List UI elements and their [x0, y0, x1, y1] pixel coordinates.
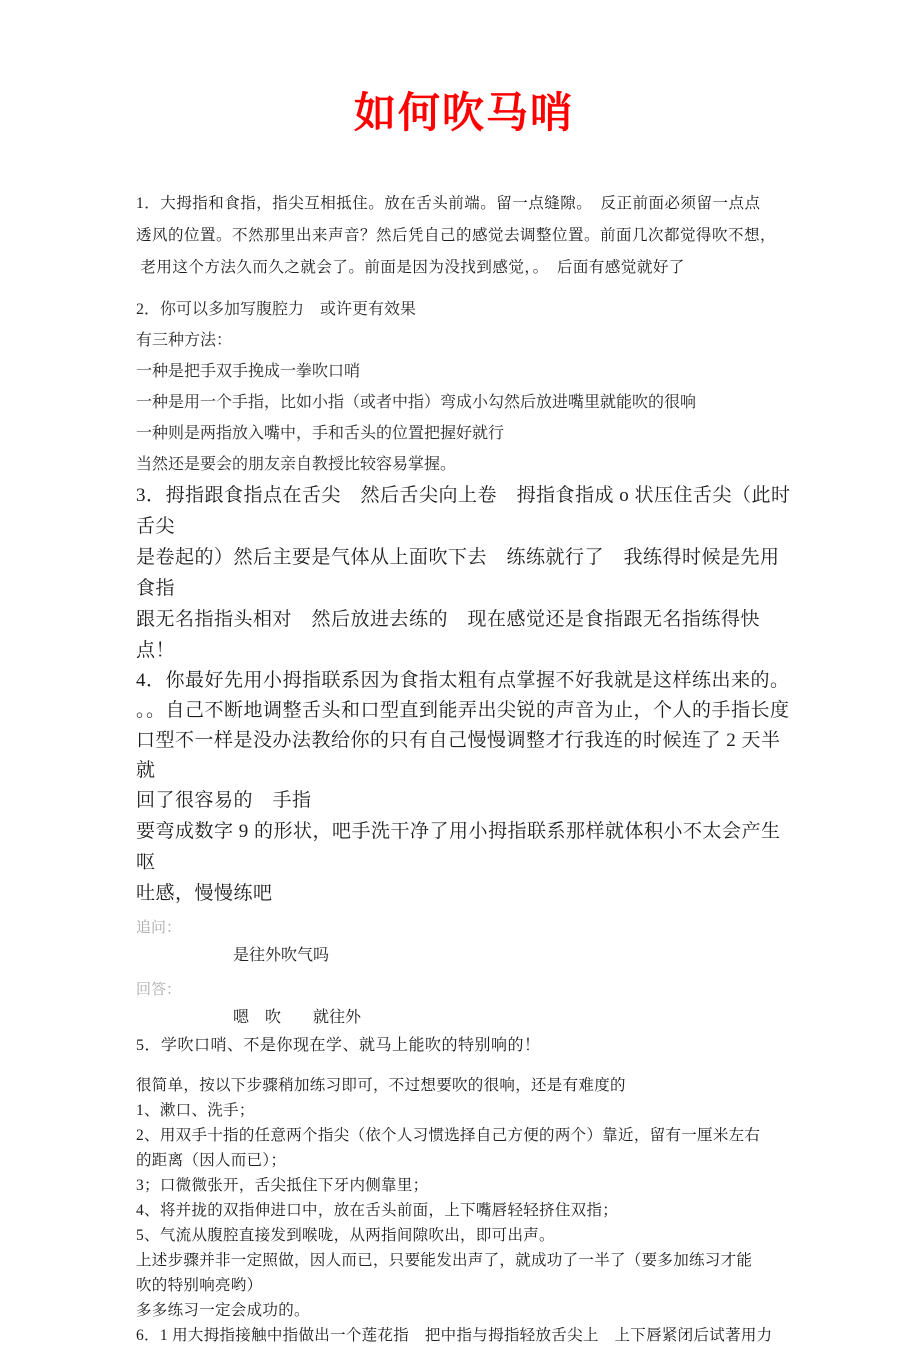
- paragraph-4-shape-of-nine: [136, 816, 792, 909]
- paragraph-1-thumb-and-index: [136, 188, 792, 284]
- follow-up-question-label: 追问：: [136, 920, 182, 936]
- text-line: 上述步骤并非一定照做，因人而已，只要能发出声了，就成功了一半了（要多加练习才能: [136, 1252, 753, 1269]
- text-line: 多多练习一定会成功的。: [136, 1302, 310, 1319]
- follow-up-question-text: 是往外吹气吗: [233, 947, 330, 964]
- text-line: 6．1 用大拇指接触中指做出一个莲花指 把中指与拇指轻放舌尖上 上下唇紧闭后试著用力: [136, 1327, 773, 1344]
- page-title: 如何吹马哨: [353, 91, 574, 137]
- text-line: 回了很容易的 手指: [136, 790, 312, 811]
- document-content: [136, 0, 792, 1348]
- paragraph-2-three-methods: [136, 294, 792, 480]
- text-line: 。。自己不断地调整舌头和口型直到能弄出尖锐的声音为止，个人的手指长度: [136, 700, 790, 721]
- text-line: 2．你可以多加写腹腔力 或许更有效果: [136, 301, 417, 318]
- text-line: 3．拇指跟食指点在舌尖 然后舌尖向上卷 拇指食指成 o 状压住舌尖（此时舌尖: [136, 485, 791, 537]
- text-line: 吐感，慢慢练吧: [136, 883, 273, 904]
- text-line: 一种是用一个手指，比如小指（或者中指）弯成小勾然后放进嘴里就能吹的很响: [136, 394, 697, 411]
- text-line: 要弯成数字 9 的形状，吧手洗干净了用小拇指联系那样就体积小不太会产生呕: [136, 821, 781, 873]
- text-line: 很简单，按以下步骤稍加练习即可，不过想要吹的很响，还是有难度的: [136, 1077, 626, 1094]
- paragraph-5-heading: 5．学吹口哨、不是你现在学、就马上能吹的特别响的！: [136, 1037, 541, 1054]
- text-line: 4、将并拢的双指伸进口中，放在舌头前面，上下嘴唇轻轻挤住双指；: [136, 1202, 619, 1219]
- text-line: 是卷起的）然后主要是气体从上面吹下去 练练就行了 我练得时候是先用食指: [136, 547, 780, 599]
- text-line: 一种则是两指放入嘴中，手和舌头的位置把握好就行: [136, 425, 505, 442]
- text-line: 一种是把手双手挽成一拳吹口哨: [136, 363, 361, 380]
- paragraph-3-tongue-curl: [136, 480, 792, 666]
- text-line: 吹的特别响亮哟）: [136, 1277, 263, 1294]
- text-line: 的距离（因人而已）；: [136, 1152, 287, 1169]
- answer-label: 回答：: [136, 982, 182, 998]
- text-line: 1．大拇指和食指，指尖互相抵住。放在舌头前端。留一点缝隙。 反正前面必须留一点点: [136, 195, 761, 212]
- text-line: 3；口微微张开，舌尖抵住下牙内侧靠里；: [136, 1177, 429, 1194]
- text-line: 老用这个方法久而久之就会了。前面是因为没找到感觉，。 后面有感觉就好了: [136, 259, 685, 276]
- text-line: 2、用双手十指的任意两个指尖（依个人习惯选择自己方便的两个）靠近，留有一厘米左右: [136, 1127, 761, 1144]
- text-line: 透风的位置。不然那里出来声音？然后凭自己的感觉去调整位置。前面几次都觉得吹不想，: [136, 227, 777, 244]
- text-line: 当然还是要会的朋友亲自教授比较容易掌握。: [136, 456, 457, 473]
- text-line: 4．你最好先用小拇指联系因为食指太粗有点掌握不好我就是这样练出来的。: [136, 670, 790, 691]
- text-line: 5、气流从腹腔直接发到喉咙，从两指间隙吹出，即可出声。: [136, 1227, 555, 1244]
- paragraph-4-little-finger: [136, 666, 792, 816]
- text-line: 有三种方法：: [136, 332, 233, 349]
- text-line: 跟无名指指头相对 然后放进去练的 现在感觉还是食指跟无名指练得快点！: [136, 609, 761, 661]
- paragraph-5-steps-list: [136, 1073, 792, 1348]
- answer-text: 嗯 吹 就往外: [233, 1009, 362, 1026]
- text-line: 口型不一样是没办法教给你的只有自己慢慢调整才行我连的时候连了 2 天半就: [136, 730, 781, 781]
- text-line: 1、漱口、洗手；: [136, 1102, 255, 1119]
